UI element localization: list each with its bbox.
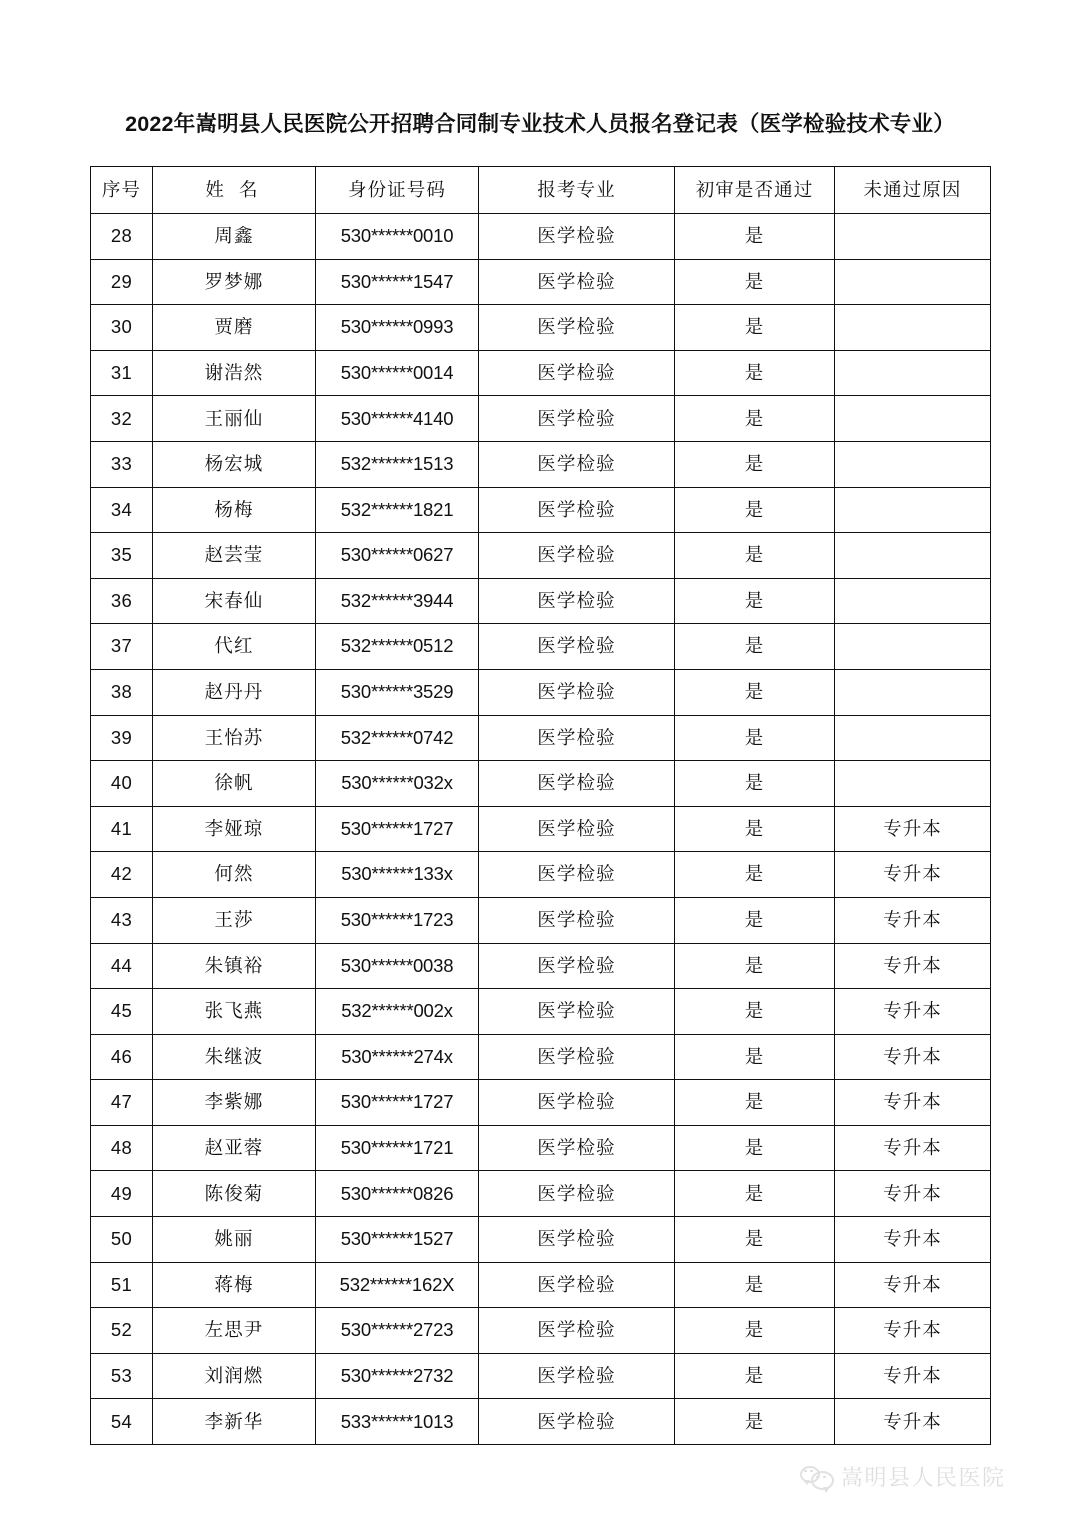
- cell-id-number: 530******0038: [316, 943, 479, 989]
- cell-id-number: 532******1513: [316, 441, 479, 487]
- table-row: [91, 214, 991, 260]
- table-row: [91, 989, 991, 1035]
- cell-reason: 专升本: [835, 1399, 991, 1445]
- cell-id-number: 532******0512: [316, 624, 479, 670]
- table-row: [91, 669, 991, 715]
- cell-index: 45: [91, 989, 153, 1035]
- cell-major: 医学检验: [479, 1171, 675, 1217]
- cell-name: 左思尹: [153, 1308, 316, 1354]
- cell-id-number: 530******032x: [316, 761, 479, 807]
- cell-major: 医学检验: [479, 214, 675, 260]
- cell-major: 医学检验: [479, 1125, 675, 1171]
- cell-passed: 是: [675, 1217, 835, 1263]
- cell-index: 33: [91, 441, 153, 487]
- wechat-icon: [800, 1464, 832, 1490]
- cell-id-number: 530******1723: [316, 897, 479, 943]
- cell-major: 医学检验: [479, 487, 675, 533]
- table-row: [91, 259, 991, 305]
- cell-name: 朱镇裕: [153, 943, 316, 989]
- cell-index: 35: [91, 533, 153, 579]
- cell-name: 赵芸莹: [153, 533, 316, 579]
- table-row: [91, 761, 991, 807]
- table-row: [91, 1217, 991, 1263]
- cell-name: 王莎: [153, 897, 316, 943]
- cell-passed: 是: [675, 1171, 835, 1217]
- cell-passed: 是: [675, 624, 835, 670]
- cell-reason: [835, 396, 991, 442]
- cell-reason: [835, 305, 991, 351]
- cell-id-number: 530******274x: [316, 1034, 479, 1080]
- table-row: [91, 897, 991, 943]
- cell-reason: [835, 761, 991, 807]
- cell-passed: 是: [675, 1308, 835, 1354]
- cell-name: 周鑫: [153, 214, 316, 260]
- cell-major: 医学检验: [479, 533, 675, 579]
- cell-reason: 专升本: [835, 1171, 991, 1217]
- cell-id-number: 530******1547: [316, 259, 479, 305]
- table-row: [91, 441, 991, 487]
- cell-name: 李新华: [153, 1399, 316, 1445]
- cell-major: 医学检验: [479, 396, 675, 442]
- table-row: [91, 533, 991, 579]
- cell-index: 31: [91, 350, 153, 396]
- cell-id-number: 530******0014: [316, 350, 479, 396]
- cell-major: 医学检验: [479, 624, 675, 670]
- table-row: [91, 350, 991, 396]
- cell-index: 46: [91, 1034, 153, 1080]
- cell-major: 医学检验: [479, 1034, 675, 1080]
- cell-reason: [835, 669, 991, 715]
- cell-passed: 是: [675, 214, 835, 260]
- table-row: [91, 943, 991, 989]
- cell-index: 54: [91, 1399, 153, 1445]
- cell-reason: 专升本: [835, 1308, 991, 1354]
- cell-name: 蒋梅: [153, 1262, 316, 1308]
- cell-index: 51: [91, 1262, 153, 1308]
- table-row: [91, 1125, 991, 1171]
- table-row: [91, 305, 991, 351]
- cell-passed: 是: [675, 989, 835, 1035]
- table-row: [91, 578, 991, 624]
- table-row: [91, 1262, 991, 1308]
- cell-id-number: 530******0826: [316, 1171, 479, 1217]
- cell-major: 医学检验: [479, 1080, 675, 1126]
- cell-id-number: 533******1013: [316, 1399, 479, 1445]
- cell-id-number: 530******1721: [316, 1125, 479, 1171]
- cell-major: 医学检验: [479, 1262, 675, 1308]
- column-header-name: 姓 名: [153, 167, 316, 214]
- table-row: [91, 1171, 991, 1217]
- cell-name: 陈俊菊: [153, 1171, 316, 1217]
- table-row: [91, 1399, 991, 1445]
- cell-id-number: 530******2723: [316, 1308, 479, 1354]
- cell-name: 徐帆: [153, 761, 316, 807]
- watermark: [800, 1461, 1006, 1492]
- table-row: [91, 1308, 991, 1354]
- cell-id-number: 530******0993: [316, 305, 479, 351]
- page-title: 2022年嵩明县人民医院公开招聘合同制专业技术人员报名登记表（医学检验技术专业）: [125, 112, 955, 136]
- cell-id-number: 530******1527: [316, 1217, 479, 1263]
- cell-passed: 是: [675, 1080, 835, 1126]
- cell-index: 40: [91, 761, 153, 807]
- column-header-passed: 初审是否通过: [675, 167, 835, 214]
- cell-reason: 专升本: [835, 1080, 991, 1126]
- table-row: [91, 1080, 991, 1126]
- cell-passed: 是: [675, 533, 835, 579]
- cell-major: 医学检验: [479, 806, 675, 852]
- cell-passed: 是: [675, 350, 835, 396]
- cell-index: 47: [91, 1080, 153, 1126]
- column-header-major: 报考专业: [479, 167, 675, 214]
- cell-index: 48: [91, 1125, 153, 1171]
- cell-name: 贾磨: [153, 305, 316, 351]
- cell-index: 39: [91, 715, 153, 761]
- cell-name: 代红: [153, 624, 316, 670]
- cell-name: 杨梅: [153, 487, 316, 533]
- cell-reason: 专升本: [835, 943, 991, 989]
- cell-id-number: 532******1821: [316, 487, 479, 533]
- cell-id-number: 530******0627: [316, 533, 479, 579]
- cell-name: 李娅琼: [153, 806, 316, 852]
- cell-major: 医学检验: [479, 578, 675, 624]
- cell-name: 赵丹丹: [153, 669, 316, 715]
- cell-name: 刘润燃: [153, 1353, 316, 1399]
- cell-major: 医学检验: [479, 897, 675, 943]
- cell-reason: 专升本: [835, 852, 991, 898]
- cell-passed: 是: [675, 441, 835, 487]
- cell-id-number: 530******1727: [316, 1080, 479, 1126]
- cell-reason: [835, 441, 991, 487]
- cell-passed: 是: [675, 396, 835, 442]
- cell-passed: 是: [675, 1353, 835, 1399]
- cell-major: 医学检验: [479, 761, 675, 807]
- cell-name: 李紫娜: [153, 1080, 316, 1126]
- cell-passed: 是: [675, 1399, 835, 1445]
- cell-passed: 是: [675, 715, 835, 761]
- cell-index: 49: [91, 1171, 153, 1217]
- cell-reason: [835, 259, 991, 305]
- column-header-reason: 未通过原因: [835, 167, 991, 214]
- cell-id-number: 532******002x: [316, 989, 479, 1035]
- cell-reason: 专升本: [835, 1034, 991, 1080]
- cell-passed: 是: [675, 578, 835, 624]
- cell-index: 36: [91, 578, 153, 624]
- cell-name: 赵亚蓉: [153, 1125, 316, 1171]
- cell-major: 医学检验: [479, 1399, 675, 1445]
- cell-id-number: 532******162X: [316, 1262, 479, 1308]
- cell-passed: 是: [675, 259, 835, 305]
- cell-major: 医学检验: [479, 259, 675, 305]
- registration-table: [90, 166, 991, 1445]
- cell-major: 医学检验: [479, 441, 675, 487]
- cell-passed: 是: [675, 852, 835, 898]
- cell-index: 37: [91, 624, 153, 670]
- cell-passed: 是: [675, 1125, 835, 1171]
- cell-major: 医学检验: [479, 1308, 675, 1354]
- cell-id-number: 530******3529: [316, 669, 479, 715]
- cell-name: 罗梦娜: [153, 259, 316, 305]
- cell-index: 50: [91, 1217, 153, 1263]
- cell-reason: [835, 624, 991, 670]
- cell-name: 何然: [153, 852, 316, 898]
- cell-name: 谢浩然: [153, 350, 316, 396]
- cell-passed: 是: [675, 806, 835, 852]
- cell-passed: 是: [675, 761, 835, 807]
- cell-major: 医学检验: [479, 1217, 675, 1263]
- column-header-id-number: 身份证号码: [316, 167, 479, 214]
- cell-id-number: 530******0010: [316, 214, 479, 260]
- cell-name: 宋春仙: [153, 578, 316, 624]
- cell-name: 王怡苏: [153, 715, 316, 761]
- cell-reason: [835, 715, 991, 761]
- cell-passed: 是: [675, 487, 835, 533]
- cell-index: 32: [91, 396, 153, 442]
- cell-major: 医学检验: [479, 989, 675, 1035]
- cell-passed: 是: [675, 897, 835, 943]
- cell-reason: [835, 350, 991, 396]
- cell-name: 姚丽: [153, 1217, 316, 1263]
- cell-major: 医学检验: [479, 852, 675, 898]
- table-row: [91, 1034, 991, 1080]
- cell-index: 53: [91, 1353, 153, 1399]
- cell-index: 44: [91, 943, 153, 989]
- cell-reason: [835, 487, 991, 533]
- table-header-row: [91, 167, 991, 214]
- table-row: [91, 624, 991, 670]
- cell-index: 34: [91, 487, 153, 533]
- cell-major: 医学检验: [479, 305, 675, 351]
- cell-index: 41: [91, 806, 153, 852]
- cell-index: 28: [91, 214, 153, 260]
- cell-index: 30: [91, 305, 153, 351]
- cell-index: 42: [91, 852, 153, 898]
- cell-major: 医学检验: [479, 669, 675, 715]
- table-row: [91, 396, 991, 442]
- cell-reason: [835, 578, 991, 624]
- table-row: [91, 1353, 991, 1399]
- cell-name: 杨宏城: [153, 441, 316, 487]
- cell-major: 医学检验: [479, 1353, 675, 1399]
- cell-reason: 专升本: [835, 1353, 991, 1399]
- cell-reason: 专升本: [835, 806, 991, 852]
- cell-id-number: 530******1727: [316, 806, 479, 852]
- table-row: [91, 806, 991, 852]
- cell-major: 医学检验: [479, 715, 675, 761]
- cell-reason: 专升本: [835, 989, 991, 1035]
- cell-id-number: 530******2732: [316, 1353, 479, 1399]
- table-header: [91, 167, 991, 214]
- cell-id-number: 530******4140: [316, 396, 479, 442]
- watermark-label: 嵩明县人民医院: [841, 1465, 1006, 1490]
- cell-major: 医学检验: [479, 943, 675, 989]
- registration-table-container: [90, 166, 990, 1445]
- cell-id-number: 532******3944: [316, 578, 479, 624]
- cell-id-number: 530******133x: [316, 852, 479, 898]
- table-row: [91, 487, 991, 533]
- cell-passed: 是: [675, 669, 835, 715]
- column-header-index: 序号: [91, 167, 153, 214]
- cell-reason: 专升本: [835, 1262, 991, 1308]
- cell-passed: 是: [675, 305, 835, 351]
- cell-index: 52: [91, 1308, 153, 1354]
- cell-index: 43: [91, 897, 153, 943]
- cell-reason: 专升本: [835, 1217, 991, 1263]
- table-row: [91, 715, 991, 761]
- cell-reason: [835, 533, 991, 579]
- cell-passed: 是: [675, 1262, 835, 1308]
- cell-major: 医学检验: [479, 350, 675, 396]
- cell-reason: [835, 214, 991, 260]
- cell-name: 朱继波: [153, 1034, 316, 1080]
- cell-id-number: 532******0742: [316, 715, 479, 761]
- cell-name: 王丽仙: [153, 396, 316, 442]
- cell-index: 38: [91, 669, 153, 715]
- cell-reason: 专升本: [835, 897, 991, 943]
- cell-passed: 是: [675, 943, 835, 989]
- cell-reason: 专升本: [835, 1125, 991, 1171]
- cell-passed: 是: [675, 1034, 835, 1080]
- cell-index: 29: [91, 259, 153, 305]
- table-row: [91, 852, 991, 898]
- cell-name: 张飞燕: [153, 989, 316, 1035]
- table-body: [91, 214, 991, 1445]
